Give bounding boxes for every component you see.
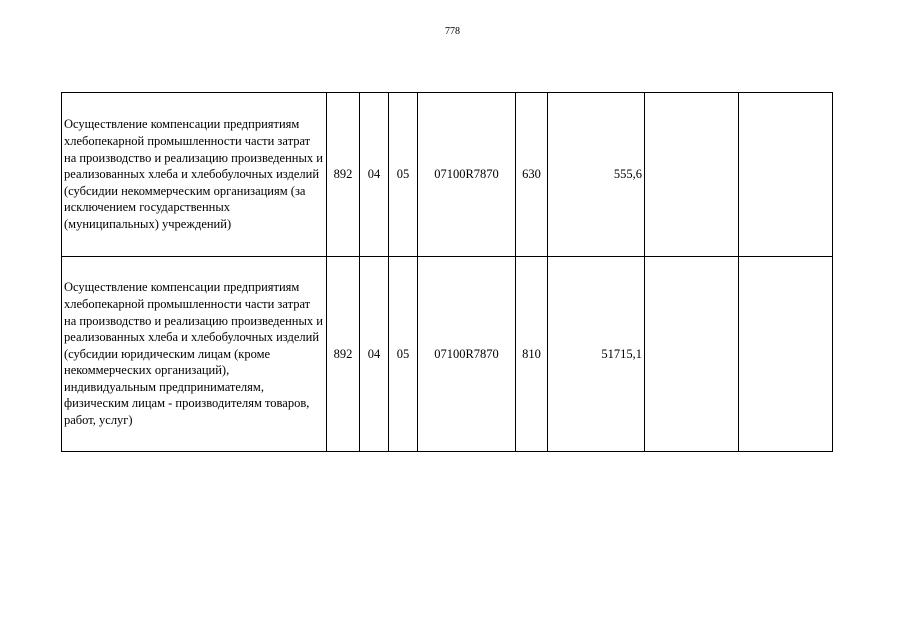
amount-cell-3 — [739, 257, 833, 452]
amount-cell-2 — [645, 93, 739, 257]
subsection-code: 05 — [389, 93, 418, 257]
budget-table — [61, 92, 833, 452]
target-article-code: 07100R7870 — [418, 93, 516, 257]
amount-cell-2 — [645, 257, 739, 452]
amount-cell: 555,6 — [548, 93, 645, 257]
subsection-code: 05 — [389, 257, 418, 452]
expense-type-code: 630 — [516, 93, 548, 257]
amount-cell-3 — [739, 93, 833, 257]
page-number: 778 — [445, 26, 460, 37]
expense-description: Осуществление компенсации предприятиям хлебопекарной промышленности части затрат на производство и реализацию произведенных и реализованных хлеба и хлебобулочных изделий (субсидии юридическим лицам (кроме некоммерческих организаций), индивидуальным предпринимателям, физическим лицам - производителям товаров, работ, услуг) — [62, 257, 327, 452]
section-code: 04 — [360, 257, 389, 452]
section-code: 04 — [360, 93, 389, 257]
target-article-code: 07100R7870 — [418, 257, 516, 452]
expense-description: Осуществление компенсации предприятиям хлебопекарной промышленности части затрат на производство и реализацию произведенных и реализованных хлеба и хлебобулочных изделий (субсидии некоммерческим организациям (за исключением государственных (муниципальных) учреждений) — [62, 93, 327, 257]
table-row — [62, 257, 833, 452]
ministry-code: 892 — [327, 93, 360, 257]
table-row — [62, 93, 833, 257]
expense-type-code: 810 — [516, 257, 548, 452]
ministry-code: 892 — [327, 257, 360, 452]
amount-cell: 51715,1 — [548, 257, 645, 452]
